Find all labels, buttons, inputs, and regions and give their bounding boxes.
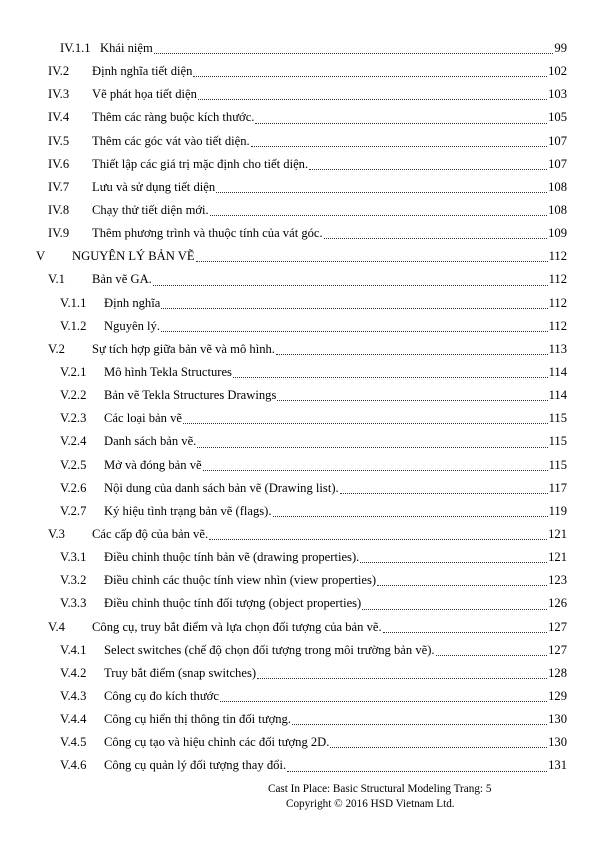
dot-leader — [183, 423, 548, 424]
toc-entry-number: V.3.3 — [60, 596, 87, 611]
toc-entry-number: V.4.3 — [60, 688, 87, 703]
toc-entry-number: V.4.4 — [60, 712, 87, 727]
toc-entry-title: Các cấp độ của bản vẽ. — [92, 526, 209, 541]
toc-entry-title: Bản vẽ GA. — [92, 272, 152, 287]
table-of-contents — [0, 37, 603, 778]
toc-entry-number: V.4.6 — [60, 758, 87, 773]
toc-entry-page: 121 — [548, 526, 567, 541]
toc-entry-page: 127 — [548, 619, 567, 634]
toc-entry[interactable] — [0, 60, 603, 83]
toc-entry[interactable] — [0, 153, 603, 176]
toc-entry-title: Định nghĩa — [104, 295, 161, 310]
toc-entry-number: V.2.1 — [60, 364, 87, 379]
toc-entry[interactable] — [0, 292, 603, 315]
toc-entry[interactable] — [0, 199, 603, 222]
dot-leader — [330, 747, 547, 748]
toc-entry-number: V.4 — [48, 619, 65, 634]
toc-entry-page: 130 — [548, 735, 567, 750]
toc-entry-page: 126 — [548, 596, 567, 611]
toc-entry[interactable] — [0, 83, 603, 106]
toc-entry-page: 102 — [548, 64, 567, 79]
toc-entry[interactable] — [0, 222, 603, 245]
dot-leader — [154, 53, 553, 54]
toc-entry-number: V.4.1 — [60, 642, 87, 657]
toc-entry-title: Khái niệm — [100, 41, 153, 55]
toc-entry-page: 103 — [548, 87, 567, 102]
toc-entry-page: 108 — [548, 179, 567, 194]
toc-entry[interactable] — [0, 430, 603, 453]
toc-entry-number: V.3.2 — [60, 573, 87, 588]
dot-leader — [161, 308, 548, 309]
dot-leader — [340, 493, 548, 494]
toc-entry-title: Ký hiệu tình trạng bản vẽ (flags). — [104, 503, 272, 518]
dot-leader — [161, 331, 548, 332]
toc-entry[interactable] — [0, 37, 603, 60]
dot-leader — [257, 678, 547, 679]
toc-entry-page: 117 — [548, 480, 567, 495]
toc-entry[interactable] — [0, 616, 603, 639]
toc-entry[interactable] — [0, 662, 603, 685]
dot-leader — [360, 562, 547, 563]
toc-entry[interactable] — [0, 106, 603, 129]
toc-entry-number: V.1.2 — [60, 318, 87, 333]
toc-entry-number: IV.7 — [48, 179, 70, 194]
toc-entry-page: 127 — [548, 642, 567, 657]
toc-entry[interactable] — [0, 268, 603, 291]
toc-entry-title: Điều chỉnh các thuộc tính view nhìn (view properties) — [104, 573, 377, 588]
toc-entry[interactable] — [0, 361, 603, 384]
toc-entry-title: Nguyên lý. — [104, 318, 160, 333]
toc-entry[interactable] — [0, 176, 603, 199]
toc-entry[interactable] — [0, 569, 603, 592]
toc-entry-page: 112 — [548, 249, 567, 264]
dot-leader — [209, 539, 547, 540]
toc-entry-number: V.2.4 — [60, 434, 87, 449]
toc-entry-title: Vẽ phát họa tiết diện — [92, 87, 197, 102]
toc-entry[interactable] — [0, 523, 603, 546]
toc-entry[interactable] — [0, 592, 603, 615]
toc-entry-title: Thêm các góc vát vào tiết diện. — [92, 133, 250, 148]
toc-entry-number: IV.8 — [48, 202, 70, 217]
dot-leader — [216, 192, 547, 193]
toc-entry-title: Thêm các ràng buộc kích thước. — [92, 110, 255, 125]
toc-entry[interactable] — [0, 731, 603, 754]
toc-entry[interactable] — [0, 477, 603, 500]
toc-entry-page: 108 — [548, 202, 567, 217]
toc-entry-title: Bản vẽ Tekla Structures Drawings — [104, 388, 277, 403]
toc-entry-number: V.3 — [48, 526, 65, 541]
dot-leader — [251, 146, 547, 147]
toc-entry-title: Select switches (chế độ chọn đối tượng trong môi trường bản vẽ). — [104, 642, 435, 657]
toc-entry-page: 128 — [548, 665, 567, 680]
toc-entry[interactable] — [0, 454, 603, 477]
toc-entry-page: 112 — [548, 295, 567, 310]
toc-entry-title: Thiết lập các giá trị mặc định cho tiết diện. — [92, 156, 309, 171]
toc-entry-number: V.2.2 — [60, 388, 87, 403]
toc-entry-title: Sự tích hợp giữa bản vẽ và mô hình. — [92, 341, 275, 356]
toc-entry-number: IV.9 — [48, 226, 70, 241]
toc-entry[interactable] — [0, 500, 603, 523]
toc-entry-number: IV.4 — [48, 110, 70, 125]
dot-leader — [198, 99, 547, 100]
toc-entry-title: Điều chỉnh thuộc tính bản vẽ (drawing properties). — [104, 550, 360, 565]
toc-entry-page: 114 — [548, 364, 567, 379]
toc-entry-page: 119 — [548, 503, 567, 518]
toc-entry[interactable] — [0, 639, 603, 662]
toc-entry-page: 112 — [548, 318, 567, 333]
footer-copyright: Copyright © 2016 HSD Vietnam Ltd. — [286, 798, 455, 810]
dot-leader — [193, 76, 547, 77]
toc-entry-page: 121 — [548, 550, 567, 565]
dot-leader — [196, 261, 548, 262]
toc-entry-title: Công cụ, truy bắt điểm và lựa chọn đối tượng của bản vẽ. — [92, 619, 382, 634]
toc-entry-title: Định nghĩa tiết diện — [92, 64, 193, 79]
footer-title-page: Cast In Place: Basic Structural Modeling Trang: 5 — [268, 783, 492, 795]
toc-entry-page: 114 — [548, 388, 567, 403]
dot-leader — [309, 169, 547, 170]
toc-entry-page: 107 — [548, 156, 567, 171]
toc-entry[interactable] — [0, 384, 603, 407]
toc-entry-number: V.2.6 — [60, 480, 87, 495]
toc-entry-title: Công cụ quản lý đối tượng thay đổi. — [104, 758, 287, 773]
dot-leader — [233, 377, 548, 378]
toc-entry-page: 105 — [548, 110, 567, 125]
toc-entry[interactable] — [0, 407, 603, 430]
toc-entry-title: Truy bắt điểm (snap switches) — [104, 665, 257, 680]
toc-entry-page: 99 — [554, 41, 567, 55]
toc-entry-number: V.2.3 — [60, 411, 87, 426]
toc-entry-page: 115 — [548, 411, 567, 426]
toc-entry-page: 107 — [548, 133, 567, 148]
dot-leader — [377, 585, 547, 586]
dot-leader — [362, 609, 547, 610]
toc-entry-number: IV.2 — [48, 64, 70, 79]
toc-entry-number: IV.5 — [48, 133, 70, 148]
toc-entry[interactable] — [0, 338, 603, 361]
toc-entry-page: 115 — [548, 457, 567, 472]
toc-entry-number: IV.6 — [48, 156, 70, 171]
toc-entry-title: Các loại bản vẽ — [104, 411, 182, 426]
toc-entry-page: 112 — [548, 272, 567, 287]
toc-entry-number: V.2 — [48, 341, 65, 356]
toc-entry-title: NGUYÊN LÝ BẢN VẼ — [72, 249, 195, 264]
toc-entry-page: 113 — [548, 341, 567, 356]
toc-entry-page: 131 — [548, 758, 567, 773]
toc-entry-number: V.2.7 — [60, 503, 87, 518]
toc-entry-page: 123 — [548, 573, 567, 588]
toc-entry-number: V — [36, 249, 46, 264]
toc-entry-number: V.2.5 — [60, 457, 87, 472]
dot-leader — [203, 470, 548, 471]
toc-entry[interactable] — [0, 315, 603, 338]
toc-entry-title: Công cụ đo kích thước — [104, 688, 219, 703]
toc-entry-title: Công cụ tạo và hiệu chỉnh các đối tượng 2D. — [104, 735, 330, 750]
toc-entry-title: Công cụ hiển thị thông tin đối tượng. — [104, 712, 291, 727]
toc-entry-title: Lưu và sử dụng tiết diện — [92, 179, 216, 194]
toc-entry-title: Mở và đóng bản vẽ — [104, 457, 202, 472]
dot-leader — [324, 238, 547, 239]
dot-leader — [255, 123, 547, 124]
dot-leader — [287, 771, 547, 772]
toc-entry-number: IV.1.1 — [60, 41, 91, 55]
dot-leader — [210, 215, 547, 216]
toc-entry-number: V.4.2 — [60, 665, 87, 680]
toc-entry-title: Điều chỉnh thuộc tính đối tượng (object properties) — [104, 596, 362, 611]
dot-leader — [197, 447, 548, 448]
toc-entry-page: 129 — [548, 688, 567, 703]
toc-entry-page: 115 — [548, 434, 567, 449]
toc-entry[interactable] — [0, 546, 603, 569]
dot-leader — [153, 285, 548, 286]
toc-entry-title: Chạy thử tiết diện mới. — [92, 202, 209, 217]
dot-leader — [273, 516, 548, 517]
toc-entry-title: Thêm phương trình và thuộc tính của vát góc. — [92, 226, 323, 241]
toc-entry-title: Nội dung của danh sách bản vẽ (Drawing list). — [104, 480, 339, 495]
toc-entry-page: 109 — [548, 226, 567, 241]
toc-entry[interactable] — [0, 708, 603, 731]
toc-entry[interactable] — [0, 130, 603, 153]
toc-entry[interactable] — [0, 685, 603, 708]
dot-leader — [436, 655, 547, 656]
toc-entry-title: Mô hình Tekla Structures — [104, 364, 232, 379]
toc-entry-number: IV.3 — [48, 87, 70, 102]
toc-entry[interactable] — [0, 245, 603, 268]
toc-entry-number: V.3.1 — [60, 550, 87, 565]
toc-entry-page: 130 — [548, 712, 567, 727]
toc-entry[interactable] — [0, 754, 603, 777]
toc-entry-number: V.1.1 — [60, 295, 87, 310]
toc-entry-number: V.4.5 — [60, 735, 87, 750]
dot-leader — [277, 400, 548, 401]
toc-entry-number: V.1 — [48, 272, 65, 287]
dot-leader — [292, 724, 547, 725]
dot-leader — [276, 354, 548, 355]
dot-leader — [383, 632, 547, 633]
dot-leader — [220, 701, 547, 702]
toc-entry-title: Danh sách bản vẽ. — [104, 434, 197, 449]
